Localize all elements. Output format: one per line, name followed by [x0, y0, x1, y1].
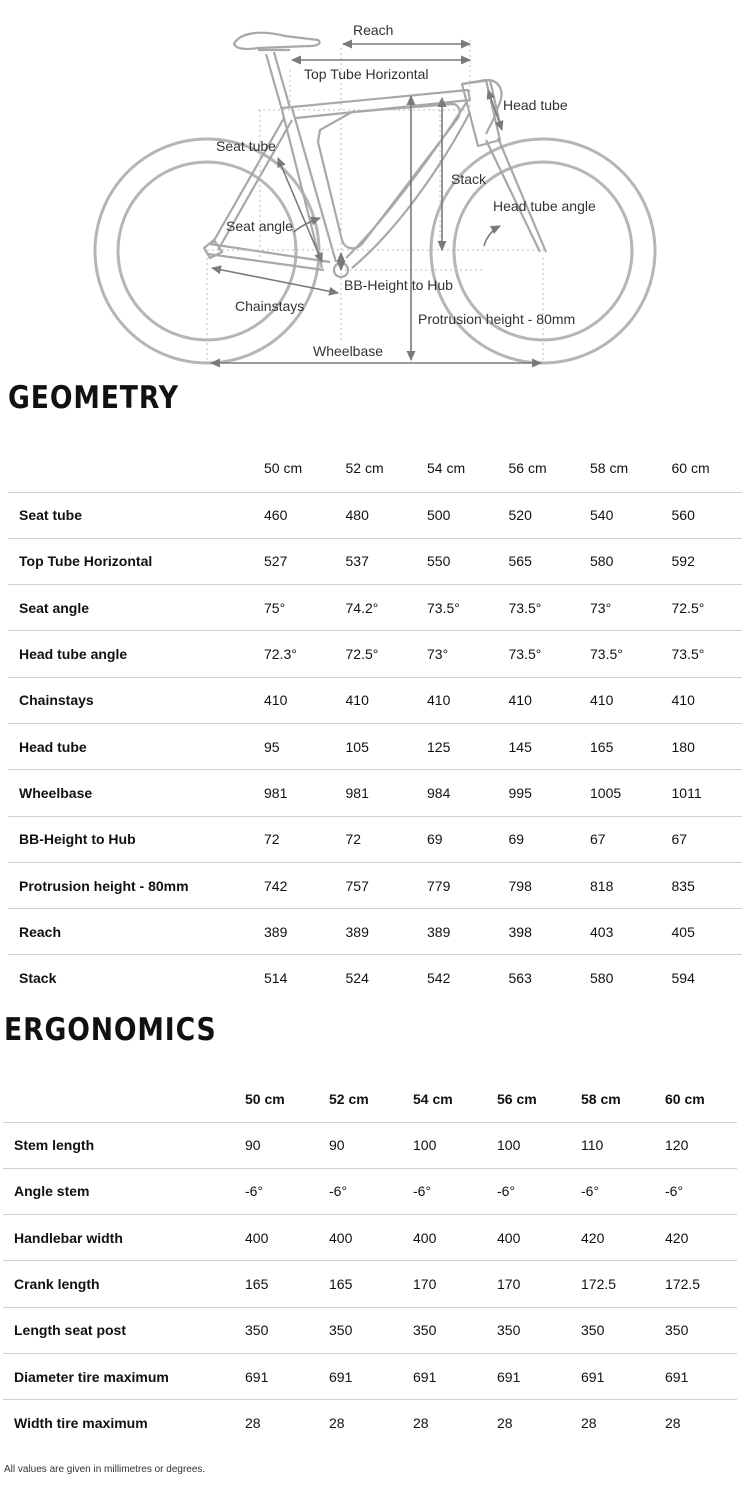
table-cell: 691 [329, 1353, 413, 1399]
table-cell: 75° [264, 585, 346, 631]
table-cell: 72 [264, 816, 346, 862]
table-cell: 757 [346, 862, 428, 908]
table-cell: 410 [590, 677, 672, 723]
table-cell: 995 [509, 770, 591, 816]
table-cell: 981 [264, 770, 346, 816]
table-cell: 165 [329, 1261, 413, 1307]
table-cell: -6° [581, 1168, 665, 1214]
row-label: BB-Height to Hub [8, 816, 264, 862]
table-cell: 165 [245, 1261, 329, 1307]
table-cell: 350 [665, 1307, 737, 1353]
table-cell: 125 [427, 723, 509, 769]
table-cell: 410 [672, 677, 743, 723]
row-label: Handlebar width [3, 1215, 245, 1261]
geometry-col-header: 52 cm [345, 460, 384, 477]
table-cell: 691 [581, 1353, 665, 1399]
table-row [8, 677, 742, 723]
table-cell: 537 [346, 538, 428, 584]
table-cell: 28 [665, 1400, 737, 1446]
ergonomics-col-header: 50 cm [245, 1090, 285, 1107]
ergonomics-header-corner [3, 1076, 245, 1122]
table-cell: 28 [245, 1400, 329, 1446]
label-head-tube-angle: Head tube angle [493, 198, 596, 214]
table-cell: 691 [413, 1353, 497, 1399]
table-cell: 410 [427, 677, 509, 723]
label-top-tube-horizontal: Top Tube Horizontal [304, 66, 429, 82]
table-cell: 100 [413, 1122, 497, 1168]
table-cell: 565 [509, 538, 591, 584]
table-cell: 580 [590, 955, 672, 1001]
table-row [8, 631, 742, 677]
table-cell: 73.5° [672, 631, 743, 677]
table-cell: 69 [509, 816, 591, 862]
table-cell: 410 [264, 677, 346, 723]
table-row [8, 723, 742, 769]
table-cell: 524 [346, 955, 428, 1001]
table-row [8, 816, 742, 862]
row-label: Head tube angle [8, 631, 264, 677]
table-cell: 350 [413, 1307, 497, 1353]
table-row [8, 770, 742, 816]
table-cell: 400 [413, 1215, 497, 1261]
table-cell: 165 [590, 723, 672, 769]
table-cell: -6° [329, 1168, 413, 1214]
ergonomics-header-row [3, 1076, 737, 1122]
geometry-col-header: 54 cm [427, 460, 466, 477]
table-cell: 981 [346, 770, 428, 816]
table-cell: 400 [497, 1215, 581, 1261]
table-cell: -6° [245, 1168, 329, 1214]
table-row [3, 1261, 737, 1307]
row-label: Wheelbase [8, 770, 264, 816]
label-head-tube: Head tube [503, 97, 568, 113]
table-cell: 350 [329, 1307, 413, 1353]
table-cell: 420 [581, 1215, 665, 1261]
row-label: Diameter tire maximum [3, 1353, 245, 1399]
table-row [3, 1215, 737, 1261]
table-cell: 691 [497, 1353, 581, 1399]
table-cell: 798 [509, 862, 591, 908]
table-cell: 72.5° [346, 631, 428, 677]
table-cell: 105 [346, 723, 428, 769]
table-cell: 563 [509, 955, 591, 1001]
table-cell: 110 [581, 1122, 665, 1168]
table-cell: 560 [672, 492, 743, 538]
table-cell: 350 [245, 1307, 329, 1353]
table-cell: 550 [427, 538, 509, 584]
table-cell: 580 [590, 538, 672, 584]
ergonomics-col-header: 60 cm [665, 1090, 705, 1107]
table-cell: 527 [264, 538, 346, 584]
table-cell: 28 [413, 1400, 497, 1446]
table-cell: 90 [245, 1122, 329, 1168]
table-row [3, 1122, 737, 1168]
table-row [3, 1168, 737, 1214]
table-cell: 520 [509, 492, 591, 538]
geometry-col-header: 60 cm [671, 460, 710, 477]
table-cell: 172.5 [665, 1261, 737, 1307]
table-cell: 389 [346, 909, 428, 955]
table-cell: 818 [590, 862, 672, 908]
table-row [8, 585, 742, 631]
table-cell: 410 [346, 677, 428, 723]
row-label: Stem length [3, 1122, 245, 1168]
ergonomics-table [3, 1076, 737, 1446]
table-cell: 350 [581, 1307, 665, 1353]
row-label: Seat angle [8, 585, 264, 631]
ergonomics-col-header: 52 cm [329, 1090, 369, 1107]
row-label: Length seat post [3, 1307, 245, 1353]
table-cell: 389 [427, 909, 509, 955]
row-label: Angle stem [3, 1168, 245, 1214]
table-cell: 73.5° [509, 585, 591, 631]
table-cell: 592 [672, 538, 743, 584]
table-cell: 594 [672, 955, 743, 1001]
table-cell: 74.2° [346, 585, 428, 631]
table-row [3, 1307, 737, 1353]
table-cell: 69 [427, 816, 509, 862]
table-cell: -6° [665, 1168, 737, 1214]
table-cell: 73° [427, 631, 509, 677]
table-cell: 400 [245, 1215, 329, 1261]
row-label: Chainstays [8, 677, 264, 723]
table-cell: 389 [264, 909, 346, 955]
row-label: Head tube [8, 723, 264, 769]
table-cell: 500 [427, 492, 509, 538]
table-cell: 100 [497, 1122, 581, 1168]
table-cell: 73.5° [590, 631, 672, 677]
footnote: All values are given in millimetres or degrees. [4, 1464, 206, 1475]
table-cell: 67 [590, 816, 672, 862]
label-wheelbase: Wheelbase [313, 343, 384, 359]
table-cell: 691 [665, 1353, 737, 1399]
table-cell: 691 [245, 1353, 329, 1399]
table-cell: 73.5° [509, 631, 591, 677]
table-cell: 72.5° [672, 585, 743, 631]
geometry-title: GEOMETRY [8, 380, 179, 416]
table-cell: 350 [497, 1307, 581, 1353]
label-reach: Reach [353, 22, 394, 38]
table-cell: 180 [672, 723, 743, 769]
table-cell: 72.3° [264, 631, 346, 677]
geometry-table [8, 445, 742, 1001]
table-cell: 984 [427, 770, 509, 816]
table-cell: 460 [264, 492, 346, 538]
row-label: Crank length [3, 1261, 245, 1307]
label-seat-tube: Seat tube [216, 138, 276, 154]
ergonomics-col-header: 54 cm [413, 1090, 453, 1107]
table-cell: 72 [346, 816, 428, 862]
table-cell: -6° [497, 1168, 581, 1214]
geometry-col-header: 58 cm [590, 460, 629, 477]
label-seat-angle: Seat angle [226, 218, 293, 234]
table-cell: 540 [590, 492, 672, 538]
geometry-col-header: 56 cm [508, 460, 547, 477]
ergonomics-col-header: 58 cm [581, 1090, 621, 1107]
label-chainstays: Chainstays [235, 298, 305, 314]
row-label: Seat tube [8, 492, 264, 538]
table-cell: 410 [509, 677, 591, 723]
row-label: Reach [8, 909, 264, 955]
row-label: Stack [8, 955, 264, 1001]
table-cell: 542 [427, 955, 509, 1001]
table-row [3, 1400, 737, 1446]
label-protrusion-height: Protrusion height - 80mm [418, 311, 576, 327]
label-bb-height-to-hub: BB-Height to Hub [344, 277, 453, 293]
row-label: Top Tube Horizontal [8, 538, 264, 584]
table-row [8, 955, 742, 1001]
table-cell: 400 [329, 1215, 413, 1261]
table-cell: 405 [672, 909, 743, 955]
table-cell: 90 [329, 1122, 413, 1168]
table-cell: 403 [590, 909, 672, 955]
row-label: Protrusion height - 80mm [8, 862, 264, 908]
table-cell: 398 [509, 909, 591, 955]
ergonomics-col-header: 56 cm [497, 1090, 537, 1107]
row-label: Width tire maximum [3, 1400, 245, 1446]
table-cell: 145 [509, 723, 591, 769]
table-cell: 73° [590, 585, 672, 631]
table-cell: 73.5° [427, 585, 509, 631]
table-cell: 480 [346, 492, 428, 538]
table-cell: 1011 [672, 770, 743, 816]
table-cell: 67 [672, 816, 743, 862]
table-cell: 172.5 [581, 1261, 665, 1307]
table-cell: 742 [264, 862, 346, 908]
geometry-header-row [8, 445, 742, 492]
table-row [8, 492, 742, 538]
table-row [8, 538, 742, 584]
table-cell: 835 [672, 862, 743, 908]
table-row [8, 862, 742, 908]
table-row [8, 909, 742, 955]
table-cell: 28 [581, 1400, 665, 1446]
table-cell: 420 [665, 1215, 737, 1261]
table-cell: 170 [413, 1261, 497, 1307]
table-cell: 514 [264, 955, 346, 1001]
geometry-col-header: 50 cm [264, 460, 303, 477]
table-cell: -6° [413, 1168, 497, 1214]
table-row [3, 1353, 737, 1399]
label-stack: Stack [451, 171, 487, 187]
ergonomics-title: ERGONOMICS [4, 1012, 217, 1048]
table-cell: 28 [497, 1400, 581, 1446]
table-cell: 1005 [590, 770, 672, 816]
table-cell: 95 [264, 723, 346, 769]
table-cell: 28 [329, 1400, 413, 1446]
table-cell: 779 [427, 862, 509, 908]
bike-geometry-diagram [0, 0, 750, 375]
geometry-header-corner [8, 445, 264, 492]
table-cell: 120 [665, 1122, 737, 1168]
table-cell: 170 [497, 1261, 581, 1307]
